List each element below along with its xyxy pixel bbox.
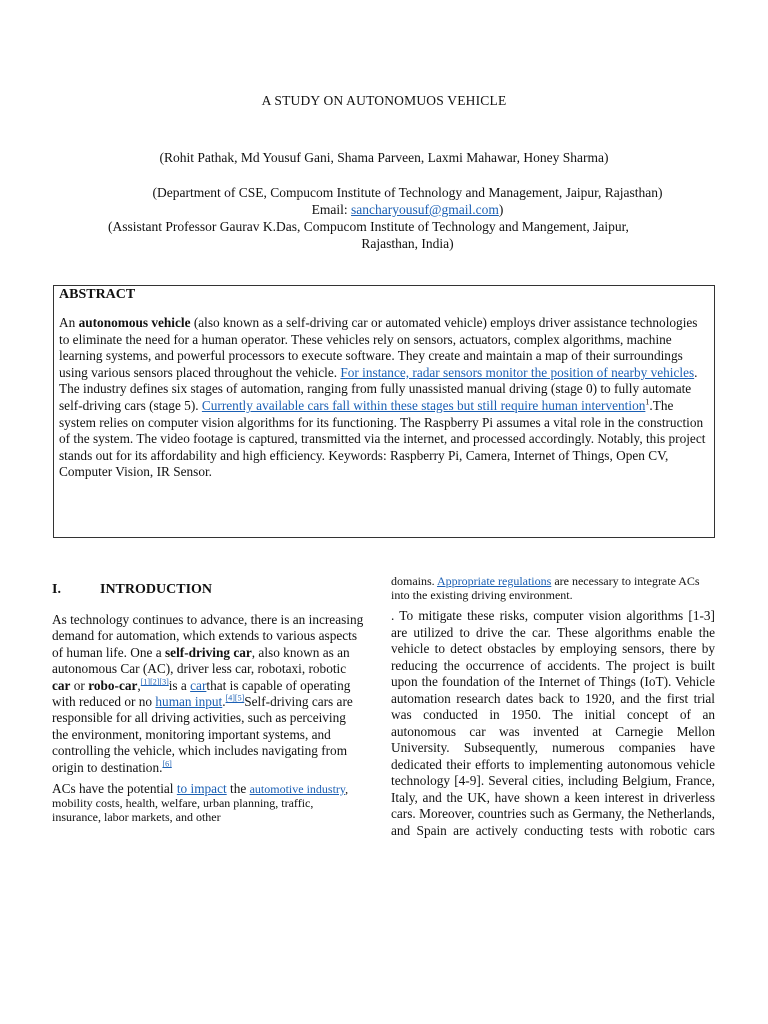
text-part: are necessary to integrate ACs into the existing driving environment. — [391, 574, 700, 602]
right-column-continuation — [391, 575, 715, 602]
text-part: or — [70, 677, 89, 693]
abstract-box — [53, 285, 715, 538]
abstract-text-part: . The industry defines six stages of automation, ranging from fully unassisted manual driving (stage 0) to fully automate self-driving cars (stage 5). — [59, 364, 698, 413]
location-line: Rajasthan, India) — [361, 236, 454, 251]
footnote-marker[interactable]: 1 — [645, 397, 650, 407]
text-part: , mobility costs, health, welfare, urban planning, traffic, insurance, labor markets, and other — [52, 782, 349, 825]
text-part: is a — [168, 677, 191, 693]
department-line: (Department of CSE, Compucom Institute of Technology and Management, Jaipur, Rajasthan) — [152, 185, 663, 200]
text-part: Self-driving cars are responsible for all driving activities, such as perceiving the environment, monitoring important systems, and controlling the vehicle, which includes navigating from origin to destination. — [52, 694, 353, 775]
link-human-input[interactable]: human input — [155, 694, 223, 710]
citation-1-3[interactable]: [1][2][3] — [140, 677, 169, 687]
section-number: I. — [52, 582, 61, 597]
right-column — [391, 575, 715, 839]
link-appropriate-regulations[interactable]: Appropriate regulations — [437, 574, 552, 588]
author-list: (Rohit Pathak, Md Yousuf Gani, Shama Parveen, Laxmi Mahawar, Honey Sharma) — [159, 150, 609, 165]
email-link[interactable]: sancharyousuf@gmail.com — [351, 202, 499, 217]
text-part: , also known as an autonomous Car (AC), driver less car, robotaxi, robotic — [52, 644, 350, 677]
link-to-impact[interactable]: to impact — [176, 781, 227, 797]
bold-term: robo-car — [88, 677, 138, 693]
abstract-text-part: (also known as a self-driving car or automated vehicle) employs driver assistance technologies to eliminate the need for a human operator. These vehicles rely on sensors, actuators, complex algorithms, machine learning systems, and powerful processors to execute software. They create and maintain a map of their surroundings using various sensors placed throughout the vehicle. — [59, 315, 698, 380]
abstract-text — [59, 315, 709, 481]
email-label: Email: — [311, 202, 352, 217]
abstract-bold-term: autonomous vehicle — [78, 315, 191, 330]
citation-4-5[interactable]: [4][5] — [225, 693, 245, 703]
abstract-text-part: An — [59, 315, 79, 330]
paper-title: A STUDY ON AUTONOMUOS VEHICLE — [261, 93, 507, 108]
text-part: that is capable of operating with reduced or no — [52, 677, 351, 710]
text-part: , — [137, 677, 141, 693]
abstract-heading: ABSTRACT — [59, 287, 136, 302]
left-column — [52, 582, 364, 824]
abstract-link-human-intervention[interactable]: Currently available cars fall within these stages but still require human intervention — [201, 397, 646, 413]
link-car[interactable]: car — [190, 677, 207, 693]
text-part: . — [222, 694, 226, 710]
email-line — [100, 201, 715, 218]
text-part: the — [226, 781, 250, 797]
assistant-professor-line: (Assistant Professor Gaurav K.Das, Compucom Institute of Technology and Mangement, Jaipur, — [108, 219, 629, 234]
section-title: INTRODUCTION — [100, 582, 213, 597]
introduction-heading — [52, 582, 364, 602]
text-part: ACs have the potential — [52, 781, 177, 797]
intro-paragraph-1 — [52, 612, 364, 776]
email-close-paren: ) — [498, 202, 504, 217]
text-part: As technology continues to advance, there is an increasing demand for automation, which extends to various aspects of human life. One a — [52, 612, 364, 660]
intro-paragraph-2 — [52, 782, 364, 824]
bold-term: self-driving car — [165, 644, 252, 660]
link-automotive-industry[interactable]: automotive industry — [249, 782, 346, 797]
bold-term: car — [52, 677, 71, 693]
affiliation-block — [100, 184, 715, 252]
abstract-link-radar-sensors[interactable]: For instance, radar sensors monitor the position of nearby vehicles — [340, 364, 695, 380]
citation-6[interactable]: [6] — [162, 759, 172, 769]
right-column-body: . To mitigate these risks, computer vision algorithms [1-3] are utilized to drive the car. These algorithms enable the vehicle to detect obstacles by employing sensors, there by reducing the occurrence of accidents. The project is built upon the foundation of the Internet of Things (IoT). Vehicle automation research dates back to 1920, and the first trial was conducted in 1950. The initial concept of an autonomous car was invented at Carnegie Mellon University. Subsequently, numerous companies have dedicated their efforts to implementing autonomous vehicle technology [4-9]. Several cities, including Belgium, France, Italy, and the UK, have shown a keen interest in driverless cars. Moreover, countries such as Germany, the Netherlands, and Spain are actively conducting tests with robotic cars — [391, 608, 715, 838]
abstract-text-part: .The system relies on computer vision algorithms for its functioning. The Raspberry Pi assumes a vital role in the construction of the system. The video footage is captured, transmitted via the internet, and processed accordingly. Notably, this project stands out for its affordability and high efficiency. Keywords: Raspberry Pi, Camera, Internet of Things, Open CV, Computer Vision, IR Sensor. — [59, 397, 706, 480]
text-part: domains. — [391, 574, 438, 588]
